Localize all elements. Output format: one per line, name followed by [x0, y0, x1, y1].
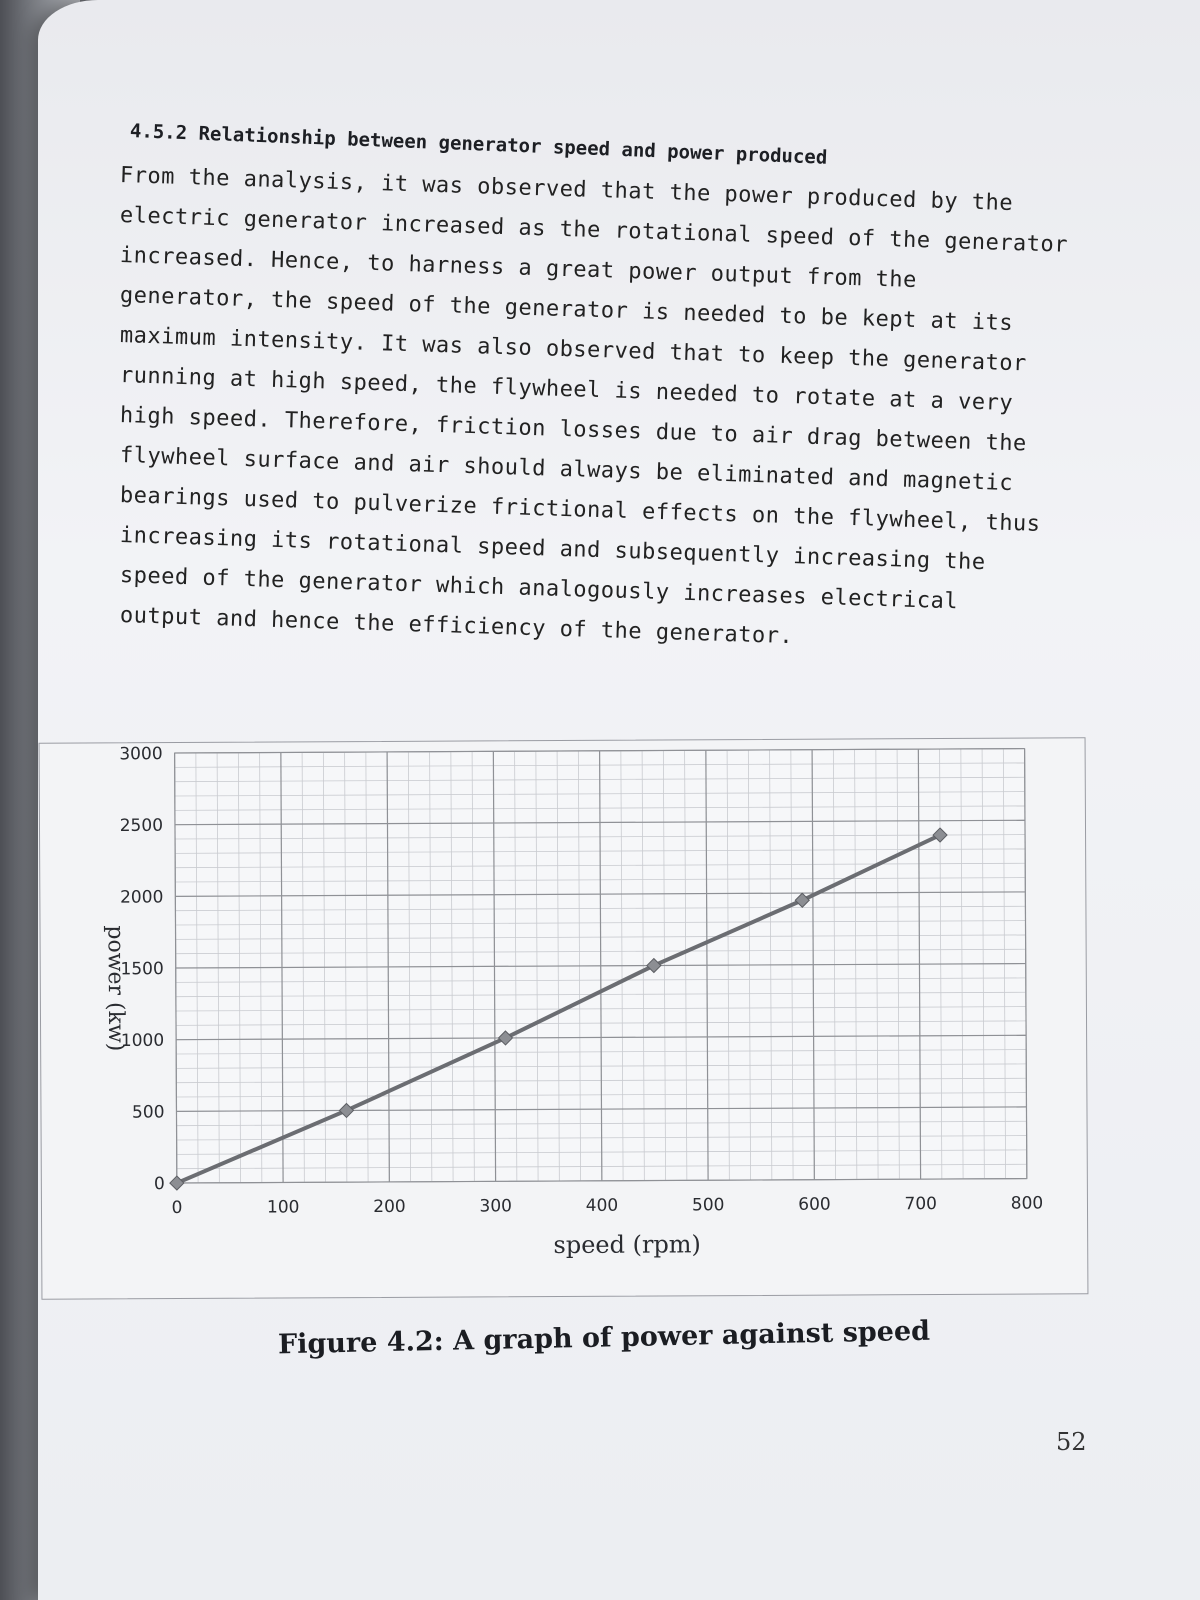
- paragraph-line: high speed. Therefore, friction losses due to air drag between the: [119, 403, 1028, 457]
- paragraph-line: flywheel surface and air should always be eliminated and magnetic: [119, 443, 1014, 497]
- y-tick-label: 2500: [119, 815, 164, 836]
- x-tick-label: 100: [266, 1197, 300, 1218]
- x-axis-label: speed (rpm): [553, 1230, 701, 1260]
- section-title: 4.5.2 Relationship between generator speed and power produced: [129, 120, 828, 169]
- paragraph-line: maximum intensity. It was also observed that to keep the generator: [119, 323, 1028, 377]
- figure-caption: Figure 4.2: A graph of power against speed: [277, 1315, 931, 1361]
- x-tick-label: 300: [479, 1196, 513, 1217]
- paragraph-line: increased. Hence, to harness a great power output from the: [119, 243, 918, 294]
- paragraph-line: running at high speed, the flywheel is needed to rotate at a very: [119, 363, 1014, 417]
- page-number: 52: [1056, 1428, 1087, 1456]
- y-tick-label: 1500: [120, 959, 164, 980]
- x-tick-label: 400: [585, 1195, 619, 1216]
- x-tick-label: 500: [691, 1195, 725, 1216]
- body-paragraph: [100, 156, 1069, 650]
- paragraph-line: electric generator increased as the rotational speed of the generator: [119, 203, 1069, 258]
- x-tick-label: 200: [373, 1196, 406, 1217]
- y-axis-label: power (kw): [102, 925, 129, 1052]
- paragraph-line: output and hence the efficiency of the generator.: [119, 603, 794, 650]
- x-tick-label: 700: [904, 1194, 938, 1215]
- chart-svg: [40, 738, 1088, 1298]
- y-tick-label: 1000: [120, 1030, 165, 1051]
- y-tick-label: 500: [131, 1102, 165, 1123]
- paragraph-line: generator, the speed of the generator is needed to be kept at its: [119, 283, 1014, 337]
- x-tick-label: 800: [1010, 1193, 1044, 1214]
- paragraph-line: bearings used to pulverize frictional effects on the flywheel, thus: [119, 483, 1041, 537]
- y-tick-label: 3000: [119, 744, 163, 765]
- paragraph-line: increasing its rotational speed and subsequently increasing the: [119, 523, 986, 576]
- x-tick-label: 600: [798, 1194, 831, 1215]
- y-tick-label: 2000: [120, 887, 164, 908]
- x-tick-label: 0: [171, 1197, 183, 1219]
- y-tick-label: 0: [153, 1174, 165, 1195]
- paragraph-line: speed of the generator which analogously increases electrical: [119, 563, 959, 615]
- paragraph-line: From the analysis, it was observed that the power produced by the: [119, 163, 1014, 217]
- power-speed-chart: [39, 737, 1089, 1299]
- page-content: [100, 120, 1069, 650]
